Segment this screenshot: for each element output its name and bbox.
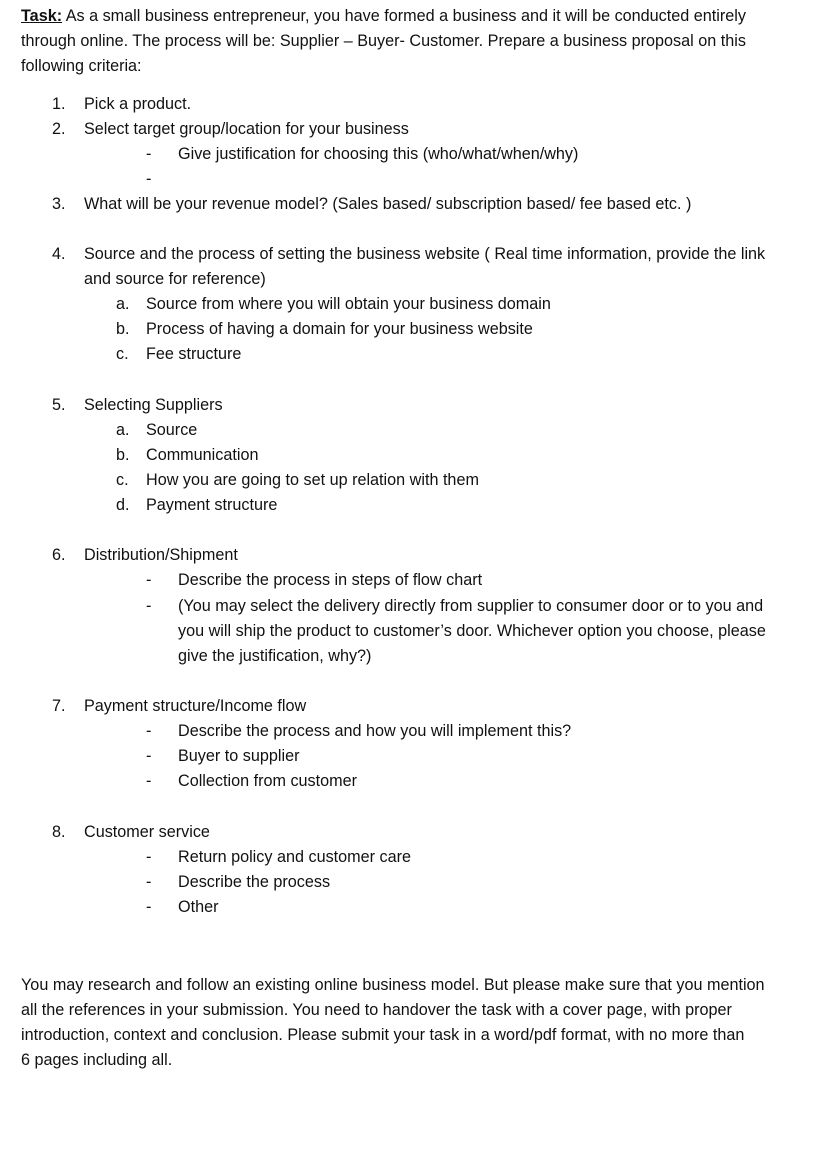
bullet-text: Describe the process	[178, 873, 331, 891]
sub-item-letter: b.	[116, 320, 130, 338]
item-number: 3.	[52, 195, 66, 213]
bullet-dash: -	[146, 145, 152, 163]
bullet-dash: -	[146, 772, 152, 790]
closing-line-2: all the references in your submission. You need to handover the task with a cover page, with proper	[21, 1001, 732, 1019]
closing-line-4: 6 pages including all.	[21, 1051, 173, 1069]
bullet-dash: -	[146, 873, 152, 891]
sub-item-letter: a.	[116, 295, 130, 313]
bullet-dash: -	[146, 722, 152, 740]
sub-item-letter: a.	[116, 421, 130, 439]
bullet-text: Describe the process and how you will implement this?	[178, 722, 572, 740]
sub-item-text: Source from where you will obtain your business domain	[146, 295, 551, 313]
sub-item-text: Fee structure	[146, 345, 242, 363]
item-number: 6.	[52, 546, 66, 564]
item-number: 4.	[52, 245, 66, 263]
bullet-dash: -	[146, 898, 152, 916]
bullet-text: Buyer to supplier	[178, 747, 300, 765]
item-number: 5.	[52, 396, 66, 414]
item-text: Selecting Suppliers	[84, 396, 223, 414]
sub-item-text: Process of having a domain for your business website	[146, 320, 533, 338]
sub-item-letter: c.	[116, 471, 129, 489]
item-text: Distribution/Shipment	[84, 546, 238, 564]
item-number: 2.	[52, 120, 66, 138]
item-text: Payment structure/Income flow	[84, 697, 307, 715]
sub-item-text: How you are going to set up relation with them	[146, 471, 479, 489]
bullet-text: Return policy and customer care	[178, 848, 412, 866]
bullet-dash: -	[146, 747, 152, 765]
closing-line-3: introduction, context and conclusion. Please submit your task in a word/pdf format, with no more than	[21, 1026, 745, 1044]
bullet-text: (You may select the delivery directly from supplier to consumer door or to you and	[178, 597, 764, 615]
bullet-dash: -	[146, 170, 152, 188]
bullet-dash: -	[146, 571, 152, 589]
task-intro-line-1	[21, 6, 746, 26]
bullet-text: Other	[178, 898, 219, 916]
sub-item-text: Source	[146, 421, 198, 439]
item-text: Select target group/location for your business	[84, 120, 409, 138]
bullet-text-continued: give the justification, why?)	[178, 647, 372, 665]
bullet-dash: -	[146, 848, 152, 866]
bullet-text: Describe the process in steps of flow chart	[178, 571, 483, 589]
item-number: 7.	[52, 697, 66, 715]
bullet-text: Collection from customer	[178, 772, 358, 790]
sub-item-text: Communication	[146, 446, 259, 464]
task-intro-line-3: following criteria:	[21, 57, 142, 75]
sub-item-letter: c.	[116, 345, 129, 363]
bullet-dash: -	[146, 597, 152, 615]
sub-item-letter: b.	[116, 446, 130, 464]
item-text: Source and the process of setting the business website ( Real time information, provide the link	[84, 245, 766, 263]
item-text: What will be your revenue model? (Sales based/ subscription based/ fee based etc. )	[84, 195, 692, 213]
item-number: 1.	[52, 95, 66, 113]
item-text: Customer service	[84, 823, 210, 841]
item-number: 8.	[52, 823, 66, 841]
intro-text: As a small business entrepreneur, you have formed a business and it will be conducted entirely	[62, 7, 746, 25]
sub-item-text: Payment structure	[146, 496, 278, 514]
closing-line-1: You may research and follow an existing online business model. But please make sure that you mention	[21, 976, 765, 994]
task-intro-line-2: through online. The process will be: Supplier – Buyer- Customer. Prepare a business proposal on this	[21, 32, 746, 50]
task-label: Task:	[21, 7, 63, 25]
sub-item-letter: d.	[116, 496, 130, 514]
bullet-text-continued: you will ship the product to customer’s door. Whichever option you choose, please	[178, 622, 766, 640]
item-text-continued: and source for reference)	[84, 270, 266, 288]
bullet-text: Give justification for choosing this (who/what/when/why)	[178, 145, 579, 163]
item-text: Pick a product.	[84, 95, 192, 113]
